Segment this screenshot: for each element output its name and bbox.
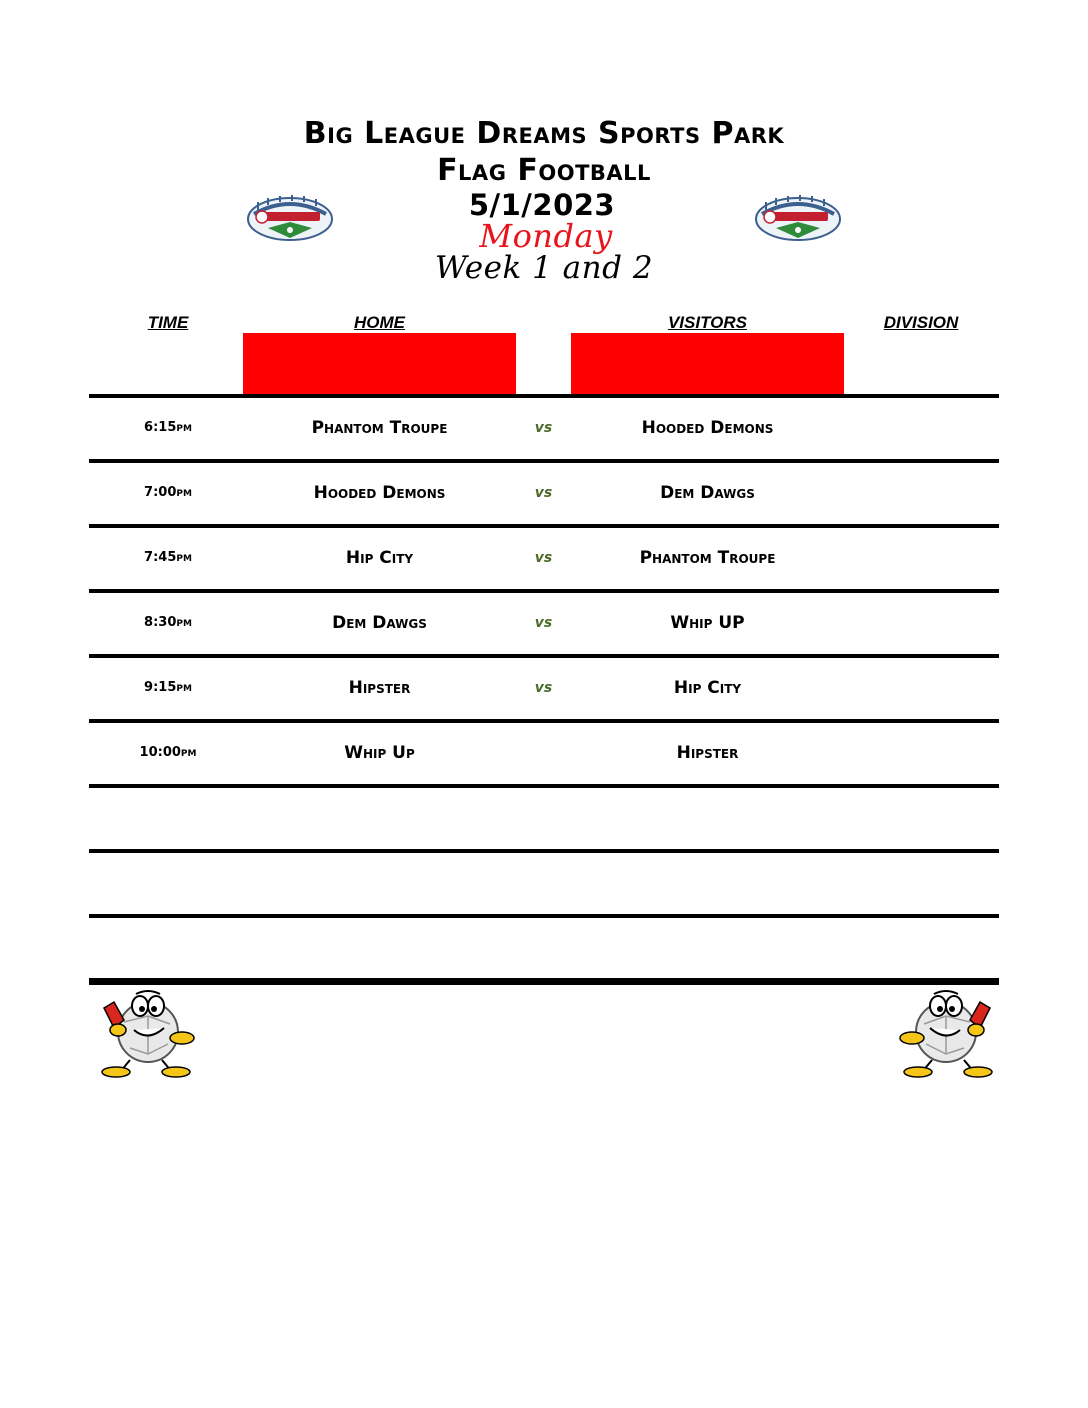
row-divider <box>89 654 999 658</box>
row-divider <box>89 978 999 985</box>
row-divider <box>89 459 999 463</box>
game-time: 6:15pm <box>144 420 192 435</box>
versus-label: vs <box>534 680 553 696</box>
column-header-visitors: VISITORS <box>667 313 748 332</box>
row-divider <box>89 914 999 918</box>
football-mascot-icon <box>894 986 1004 1078</box>
visiting-team: Hooded Demons <box>641 418 774 438</box>
week-label: Week 1 and 2 <box>434 250 654 286</box>
home-team: Whip Up <box>344 743 415 763</box>
visitors-header-fill <box>571 333 844 394</box>
home-team: Hooded Demons <box>313 483 446 503</box>
schedule-date: 5/1/2023 <box>468 188 616 222</box>
column-header-home: HOME <box>354 313 405 332</box>
row-divider <box>89 524 999 528</box>
game-time: 7:45pm <box>144 550 192 565</box>
football-mascot-icon <box>90 986 200 1078</box>
stadium-logo-icon <box>246 192 334 242</box>
park-title: Big League Dreams Sports Park <box>303 116 785 151</box>
row-divider <box>89 849 999 853</box>
stadium-logo-icon <box>754 192 842 242</box>
home-team: Phantom Troupe <box>311 418 448 438</box>
sport-title: Flag Football <box>437 153 651 188</box>
row-divider <box>89 394 999 398</box>
game-time: 8:30pm <box>144 615 192 630</box>
game-time: 7:00pm <box>144 485 192 500</box>
visiting-team: Phantom Troupe <box>639 548 776 568</box>
home-team: Hipster <box>348 678 411 698</box>
row-divider <box>89 784 999 788</box>
game-time: 9:15pm <box>144 680 192 695</box>
row-divider <box>89 589 999 593</box>
row-divider <box>89 719 999 723</box>
home-team: Hip City <box>345 548 414 568</box>
column-header-time: TIME <box>147 313 189 332</box>
home-header-fill <box>243 333 516 394</box>
schedule-day: Monday <box>479 217 613 255</box>
game-time: 10:00pm <box>139 745 197 760</box>
visiting-team: Hip City <box>673 678 742 698</box>
visiting-team: Hipster <box>676 743 739 763</box>
versus-label: vs <box>534 420 553 436</box>
visiting-team: Whip UP <box>670 613 745 633</box>
versus-label: vs <box>534 615 553 631</box>
versus-label: vs <box>534 485 553 501</box>
visiting-team: Dem Dawgs <box>660 483 755 503</box>
home-team: Dem Dawgs <box>332 613 427 633</box>
column-header-division: DIVISION <box>883 313 959 332</box>
versus-label: vs <box>534 550 553 566</box>
